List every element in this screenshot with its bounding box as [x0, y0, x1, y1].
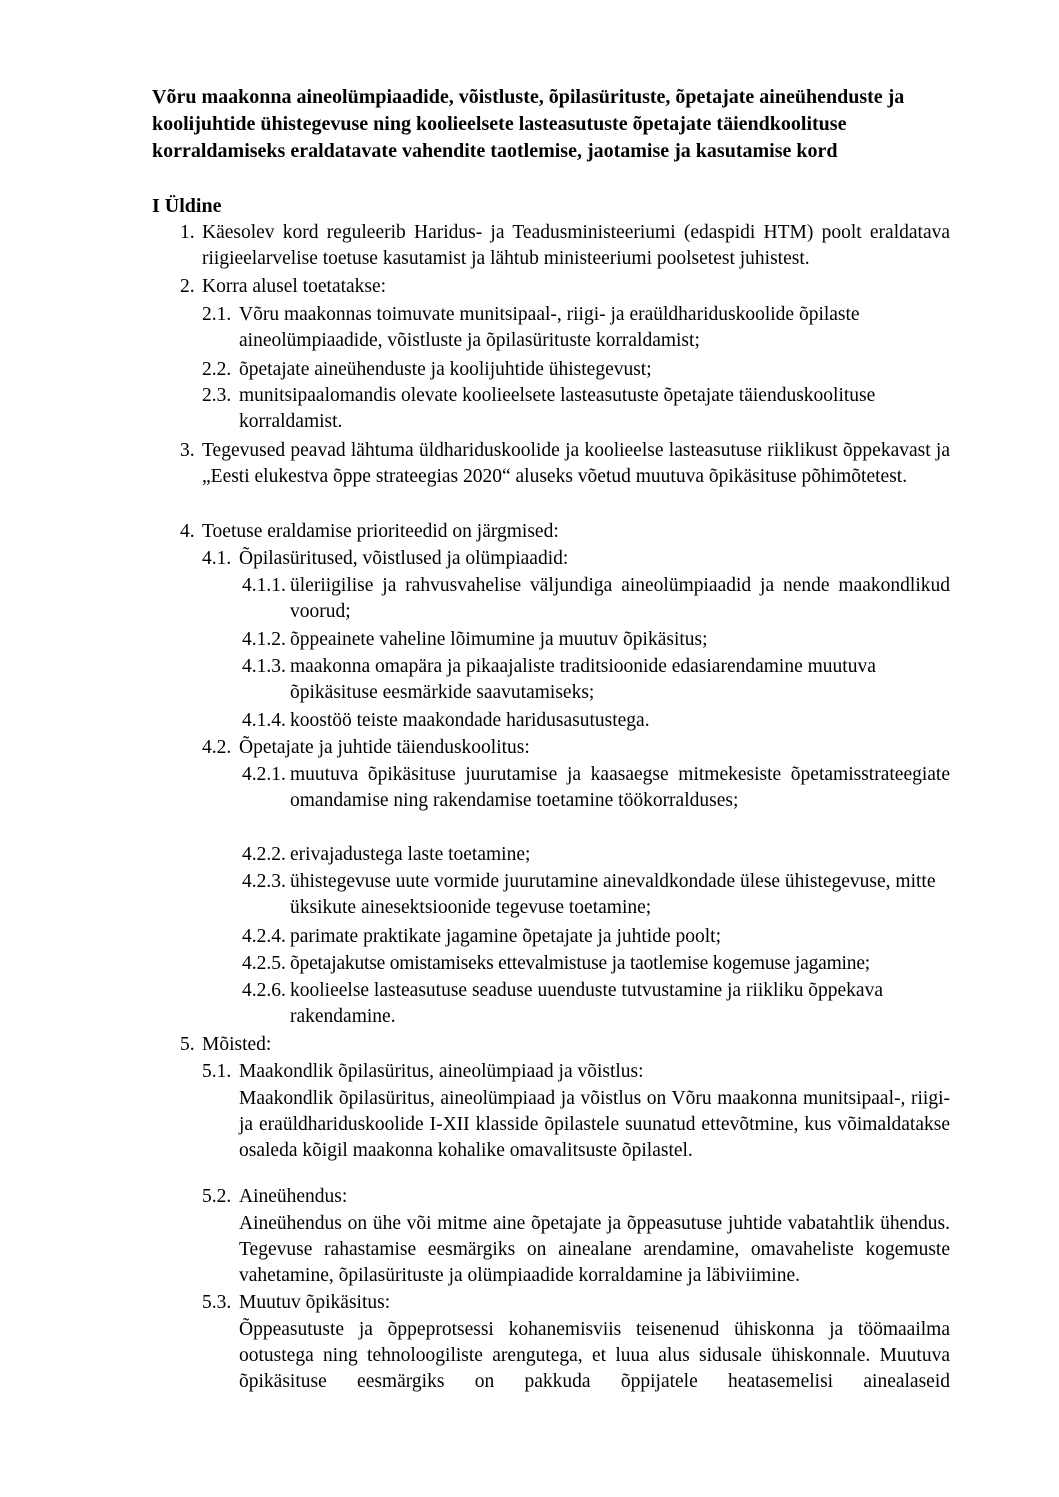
section-heading: I Üldine: [152, 195, 222, 217]
item-number: 4.1.3.: [242, 656, 286, 677]
item-number: 5.: [180, 1034, 195, 1055]
item-text: Käesolev kord reguleerib Haridus- ja Teadusministeeriumi (edaspidi HTM) poolt eraldatava riigieelarvelise toetuse kasutamist ja lähtub ministeeriumi poolsetest juhistest.: [202, 222, 950, 269]
item-text: Õpetajate ja juhtide täienduskoolitus:: [239, 737, 530, 758]
item-number: 2.3.: [202, 385, 232, 406]
item-number: 2.2.: [202, 359, 232, 380]
list-item: [180, 220, 950, 272]
item-number: 4.2.2.: [242, 844, 286, 865]
list-item: [202, 546, 950, 572]
list-item: [242, 708, 950, 734]
list-item: [242, 627, 950, 653]
item-text: Muutuv õpikäsitus:: [239, 1292, 391, 1313]
item-text: Õpilasüritused, võistlused ja olümpiaadid:: [239, 548, 569, 569]
item-number: 5.1.: [202, 1061, 232, 1082]
definition-text: Õppeasutuste ja õppeprotsessi kohanemisviis teisenenud ühiskonna ja töömaailma ootustega ning tehnoloogiliste arengutega, et luua alus sidusale ühiskonnale. Muutuva õpikäsituse eesmärgiks on pakkuda õppijatele heatasemelisi ainealaseid: [239, 1319, 950, 1392]
item-number: 4.2.3.: [242, 871, 286, 892]
item-text: õppeainete vaheline lõimumine ja muutuv õpikäsitus;: [290, 629, 708, 650]
item-number: 4.1.: [202, 548, 232, 569]
list-item: [242, 978, 950, 1030]
list-item: [202, 357, 950, 383]
list-item: [242, 869, 950, 921]
item-number: 4.2.4.: [242, 926, 286, 947]
list-item: [242, 762, 950, 814]
item-text: koolieelse lasteasutuse seaduse uuenduste tutvustamine ja riikliku õppekava rakendamine.: [290, 980, 883, 1027]
list-item: [242, 951, 950, 977]
item-number: 4.1.1.: [242, 575, 286, 596]
item-number: 2.: [180, 276, 195, 297]
item-number: 4.1.4.: [242, 710, 286, 731]
list-item: [202, 1290, 950, 1316]
item-text: erivajadustega laste toetamine;: [290, 844, 531, 865]
item-text: Tegevused peavad lähtuma üldhariduskoolide ja koolieelse lasteasutuse riiklikust õppekavast ja „Eesti elukestva õppe strateegias 2020“ aluseks võetud muutuva õpikäsituse põhimõtetest.: [202, 440, 950, 487]
list-item: [180, 274, 950, 300]
item-text: parimate praktikate jagamine õpetajate ja juhtide poolt;: [290, 926, 721, 947]
item-text: Maakondlik õpilasüritus, aineolümpiaad ja võistlus:: [239, 1061, 644, 1082]
definition-text: Maakondlik õpilasüritus, aineolümpiaad ja võistlus on Võru maakonna munitsipaal-, riigi- ja eraüldhariduskoolide I-XII klasside õpilastele suunatud ettevõtmine, kus võimaldatakse osaleda kõigil maakonna kohalike omavalitsuste õpilastel.: [239, 1088, 950, 1161]
list-item: [180, 519, 950, 545]
item-text: Mõisted:: [202, 1034, 272, 1055]
item-text: koostöö teiste maakondade haridusasutustega.: [290, 710, 650, 731]
item-text: üleriigilise ja rahvusvahelise väljundiga aineolümpiaadid ja nende maakondlikud voorud;: [290, 575, 950, 622]
item-text: Toetuse eraldamise prioriteedid on järgmised:: [202, 521, 559, 542]
item-number: 5.2.: [202, 1186, 232, 1207]
list-item: [202, 302, 950, 354]
document-title: Võru maakonna aineolümpiaadide, võistluste, õpilasürituste, õpetajate aineühenduste ja koolijuhtide ühistegevuse ning koolieelsete lasteasutuste õpetajate täiendkoolituse korraldamiseks eraldatavate vahendite taotlemise, jaotamise ja kasutamise kord: [152, 86, 905, 162]
item-number: 4.2.1.: [242, 764, 286, 785]
item-text: õpetajakutse omistamiseks ettevalmistuse ja taotlemise kogemuse jagamine;: [290, 953, 870, 974]
list-item: [202, 1184, 950, 1210]
list-item: [202, 383, 950, 435]
list-item: [202, 1059, 950, 1085]
item-number: 4.2.: [202, 737, 232, 758]
list-item: [202, 735, 950, 761]
list-item: [242, 842, 950, 868]
item-text: muutuva õpikäsituse juurutamise ja kaasaegse mitmekesiste õpetamisstrateegiate omandamise ning rakendamise toetamine töökorralduses;: [290, 764, 950, 811]
item-text: Võru maakonnas toimuvate munitsipaal-, riigi- ja eraüldhariduskoolide õpilaste aineolümpiaadide, võistluste ja õpilasürituste korraldamist;: [239, 304, 860, 351]
list-item: [242, 654, 950, 706]
item-number: 4.: [180, 521, 195, 542]
item-text: munitsipaalomandis olevate koolieelsete lasteasutuste õpetajate täienduskoolituse korraldamist.: [239, 385, 876, 432]
item-number: 3.: [180, 440, 195, 461]
list-item: [242, 573, 950, 625]
item-text: õpetajate aineühenduste ja koolijuhtide ühistegevust;: [239, 359, 652, 380]
list-item: [180, 1032, 950, 1058]
list-item: [180, 438, 950, 490]
item-text: Korra alusel toetatakse:: [202, 276, 387, 297]
item-number: 1.: [180, 222, 195, 243]
definition-text: Aineühendus on ühe või mitme aine õpetajate ja õppeasutuse juhtide vabatahtlik ühendus. Tegevuse rahastamise eesmärgiks on ainealane arendamine, omavaheliste kogemuste vahetamine, õpilasürituste ja olümpiaadide korraldamine ja läbiviimine.: [239, 1213, 950, 1286]
item-number: 5.3.: [202, 1292, 232, 1313]
list-item: [242, 924, 950, 950]
item-number: 2.1.: [202, 304, 232, 325]
item-number: 4.1.2.: [242, 629, 286, 650]
item-text: Aineühendus:: [239, 1186, 348, 1207]
item-number: 4.2.5.: [242, 953, 286, 974]
item-text: ühistegevuse uute vormide juurutamine ainevaldkondade ülese ühistegevuse, mitte üksikute ainesektsioonide tegevuse toetamine;: [290, 871, 936, 918]
item-text: maakonna omapära ja pikaajaliste traditsioonide edasiarendamine muutuva õpikäsituse eesmärkide saavutamiseks;: [290, 656, 876, 703]
item-number: 4.2.6.: [242, 980, 286, 1001]
